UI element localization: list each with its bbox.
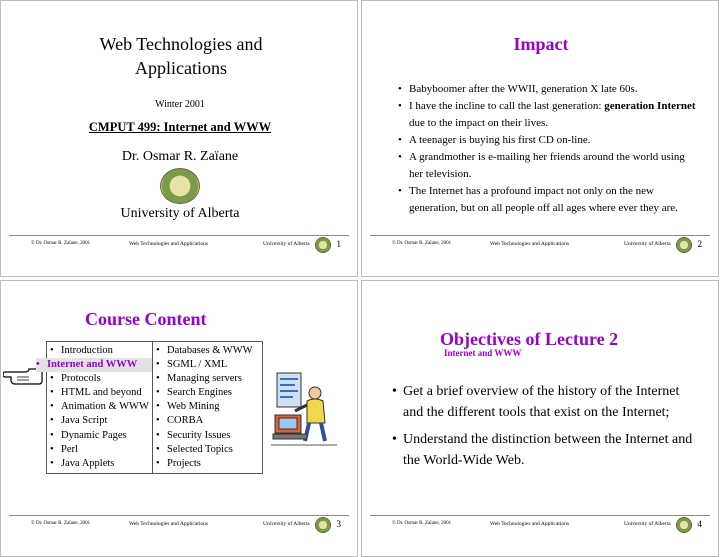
list-item: • Java Script: [50, 414, 149, 428]
list-item: • I have the incline to call the last generation: generation Internet due to the impact on their lives.: [398, 98, 698, 132]
institution-name: University of Alberta: [120, 206, 240, 221]
footer-course-title: Web Technologies and Applications: [490, 521, 569, 527]
slide-footer: [1, 236, 357, 262]
slide-title: Impact: [513, 34, 569, 54]
footer-crest-icon: [676, 237, 692, 253]
slide-footer: [1, 516, 357, 542]
course-topics-table: [46, 341, 263, 474]
list-item: • HTML and beyond: [50, 386, 149, 400]
list-item: • Introduction: [50, 344, 149, 358]
slide-title: Web Technologies and Applications: [99, 34, 263, 78]
list-item: • Selected Topics: [156, 443, 259, 457]
slide-footer: [362, 516, 718, 542]
footer-course-title: Web Technologies and Applications: [129, 521, 208, 527]
footer-university: University of Alberta: [263, 521, 310, 527]
slide-3: [0, 280, 358, 557]
list-item: • Managing servers: [156, 372, 259, 386]
footer-crest-icon: [676, 517, 692, 533]
bullet-list: [392, 381, 702, 471]
slide-2: [361, 0, 719, 277]
footer-crest-icon: [315, 517, 331, 533]
list-item: • The Internet has a profound impact not only on the new generation, but on all people off all ages where ever they are.: [398, 183, 698, 217]
list-item: • Protocols: [50, 372, 149, 386]
footer-copyright: © Dr. Osmar R. Zaïane, 2001: [392, 521, 452, 526]
slide-subtitle: Internet and WWW: [444, 348, 522, 358]
list-item: • Babyboomer after the WWII, generation X late 60s.: [398, 81, 698, 98]
list-item: • Animation & WWW: [50, 400, 149, 414]
list-item: • A teenager is buying his first CD on-line.: [398, 132, 698, 149]
list-item: • Get a brief overview of the history of the Internet and the different tools that exist on the Internet;: [392, 381, 702, 423]
list-item: • Perl: [50, 443, 149, 457]
list-item: • Security Issues: [156, 429, 259, 443]
footer-copyright: © Dr. Osmar R. Zaïane, 2001: [31, 241, 91, 246]
slide-footer: [362, 236, 718, 262]
list-item: • Search Engines: [156, 386, 259, 400]
footer-university: University of Alberta: [263, 241, 310, 247]
university-crest-icon: [160, 168, 200, 204]
list-item: • A grandmother is e-mailing her friends around the world using her television.: [398, 149, 698, 183]
term-label: Winter 2001: [155, 99, 205, 110]
topics-right-list: [156, 344, 259, 471]
page-number: 3: [336, 519, 341, 529]
list-item: • Web Mining: [156, 400, 259, 414]
list-item: • SGML / XML: [156, 358, 259, 372]
topics-left-list: [47, 344, 149, 471]
page-number: 1: [336, 239, 341, 249]
footer-university: University of Alberta: [624, 241, 671, 247]
list-item: • Databases & WWW: [156, 344, 259, 358]
list-item: • Java Applets: [50, 457, 149, 471]
list-item: • Dynamic Pages: [50, 429, 149, 443]
footer-university: University of Alberta: [624, 521, 671, 527]
footer-copyright: © Dr. Osmar R. Zaïane, 2001: [392, 241, 452, 246]
footer-course-title: Web Technologies and Applications: [490, 241, 569, 247]
slide-title: Objectives of Lecture 2: [440, 329, 619, 349]
page-number: 2: [697, 239, 702, 249]
list-item-current: • Internet and WWW: [36, 358, 152, 372]
list-item: • CORBA: [156, 414, 259, 428]
footer-copyright: © Dr. Osmar R. Zaïane, 2001: [31, 521, 91, 526]
footer-course-title: Web Technologies and Applications: [129, 241, 208, 247]
footer-crest-icon: [315, 237, 331, 253]
slide-title: Course Content: [85, 309, 207, 329]
instructor-name: Dr. Osmar R. Zaïane: [121, 149, 239, 164]
course-name: CMPUT 499: Internet and WWW: [88, 120, 272, 134]
list-item: • Understand the distinction between the Internet and the World-Wide Web.: [392, 429, 702, 471]
slide-1: [0, 0, 358, 277]
computer-user-clipart-icon: [271, 371, 337, 451]
slide-4: [361, 280, 719, 557]
bullet-list: [398, 81, 698, 217]
list-item: • Projects: [156, 457, 259, 471]
page-number: 4: [697, 519, 702, 529]
